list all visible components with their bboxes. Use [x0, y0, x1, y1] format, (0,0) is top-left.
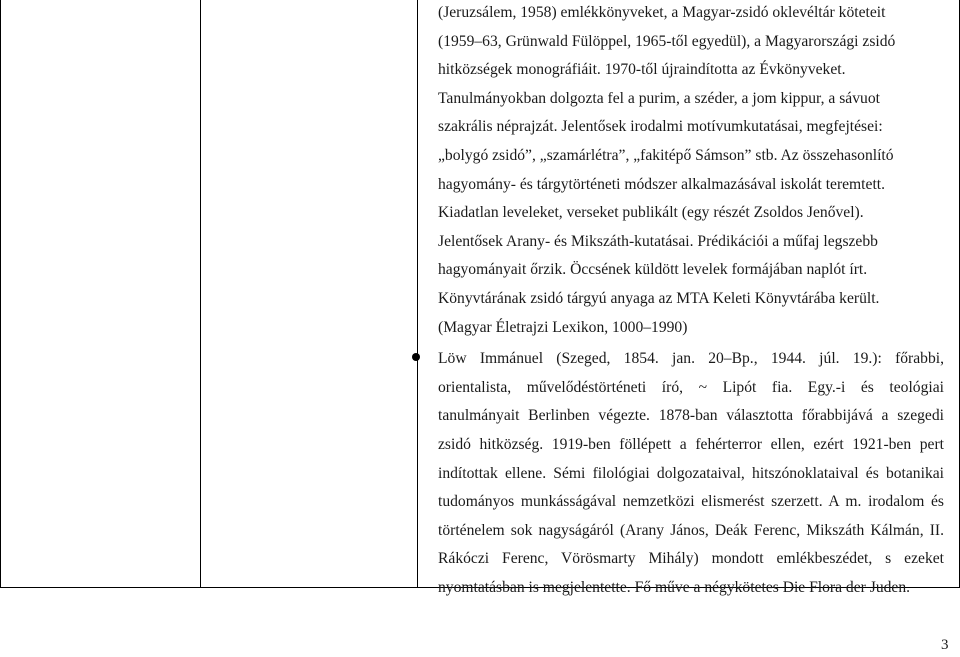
table-cell-empty-left — [1, 0, 201, 587]
table-cell-empty-middle — [201, 0, 418, 587]
text-line: hagyományait őrzik. Öccsének küldött levelek formájában naplót írt. — [438, 261, 868, 279]
text-line: tudományos munkásságával nemzetközi elismerést szerzett. A m. irodalom és — [438, 493, 944, 511]
entry-low-immanuel — [438, 345, 948, 602]
text-line: tanulmányait Berlinben végezte. 1878-ban választotta főrabbijává a szegedi — [438, 407, 944, 425]
text-line: Kiadatlan leveleket, verseket publikált (egy részét Zsoldos Jenővel). — [438, 204, 864, 222]
text-line: Rákóczi Ferenc, Vörösmarty Mihály) mondott emlékbeszédet, s ezeket — [438, 550, 944, 568]
text-line: történelem sok nagyságáról (Arany János, Deák Ferenc, Mikszáth Kálmán, II. — [438, 521, 944, 539]
text-line: Könyvtárának zsidó tárgyú anyaga az MTA Keleti Könyvtárába került. — [438, 289, 880, 307]
text-line: Löw Immánuel (Szeged, 1854. jan. 20–Bp., 1944. júl. 19.): főrabbi, — [438, 350, 944, 368]
previous-entry-continuation — [438, 0, 948, 342]
text-line: zsidó hitközség. 1919-ben föllépett a fehérterror ellen, ezért 1921-ben pert — [438, 435, 944, 453]
text-line: „bolygó zsidó”, „szamárlétra”, „fakitépő Sámson” stb. Az összehasonlító — [438, 146, 894, 164]
text-line: nyomtatásban is megjelentette. Fő műve a négykötetes Die Flora der Juden. — [438, 578, 911, 596]
text-line: (Jeruzsálem, 1958) emlékkönyveket, a Magyar-zsidó oklevéltár köteteit — [438, 4, 886, 21]
text-line: indítottak ellene. Sémi filológiai dolgozataival, hitszónoklataival és botanikai — [438, 464, 944, 482]
text-line: (1959–63, Grünwald Fülöppel, 1965-től egyedül), a Magyarországi zsidó — [438, 32, 896, 50]
text-line: hagyomány- és tárgytörténeti módszer alkalmazásával iskolát teremtett. — [438, 175, 886, 193]
text-line: Tanulmányokban dolgozta fel a purim, a széder, a jom kippur, a sávuot — [438, 89, 880, 107]
source-citation: (Magyar Életrajzi Lexikon, 1000–1990) — [438, 318, 688, 336]
text-line: orientalista, művelődéstörténeti író, ~ Lipót fia. Egy.-i és teológiai — [438, 378, 944, 396]
text-line: szakrális néprajzát. Jelentősek irodalmi motívumkutatásai, megfejtései: — [438, 118, 883, 136]
text-line: hitközségek monográfiáit. 1970-től újraindította az Évkönyveket. — [438, 61, 846, 79]
page-number: 3 — [941, 637, 949, 653]
entry-text-column — [438, 0, 948, 602]
text-line: Jelentősek Arany- és Mikszáth-kutatásai. Prédikációi a műfaj legszebb — [438, 232, 878, 250]
